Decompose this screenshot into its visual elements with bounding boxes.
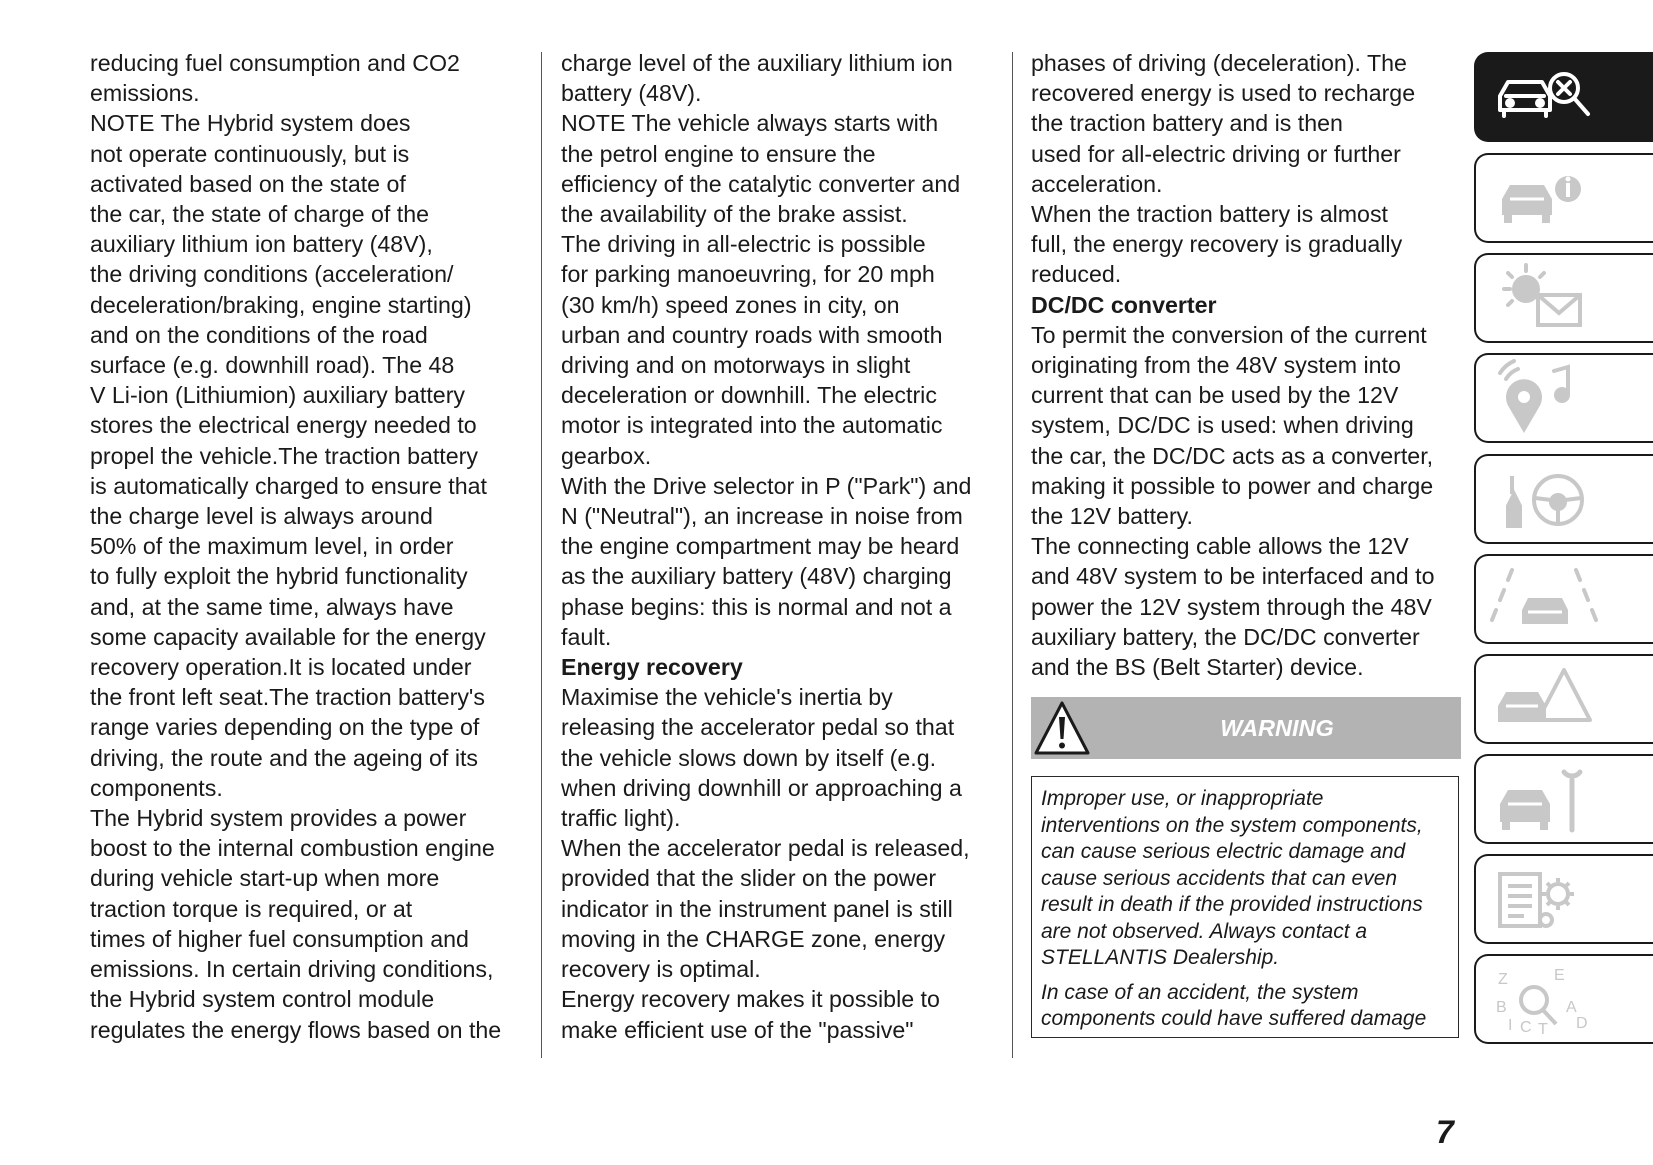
tab-index[interactable]	[1474, 954, 1653, 1044]
text-line: current that can be used by the 12V	[1031, 382, 1399, 409]
page-number: 7	[1436, 1114, 1454, 1150]
text-line: acceleration.	[1031, 170, 1163, 197]
text-line: regulates the energy flows based on the	[90, 1016, 502, 1043]
text-line: the car, the state of charge of the	[90, 201, 430, 228]
text-line: as the auxiliary battery (48V) charging	[561, 563, 952, 590]
warning-text-line: interventions on the system components,	[1041, 813, 1423, 837]
text-line: the petrol engine to ensure the	[561, 140, 876, 167]
text-line: efficiency of the catalytic converter and	[561, 170, 961, 197]
svg-text:A: A	[1566, 999, 1577, 1016]
car-maintenance-icon	[1488, 760, 1608, 840]
text-line: fault.	[561, 623, 612, 650]
svg-text:I: I	[1508, 1017, 1513, 1034]
text-column-1	[90, 48, 530, 1045]
text-line: reduced.	[1031, 261, 1122, 288]
text-line: the 12V battery.	[1031, 503, 1193, 530]
text-line: full, the energy recovery is gradually	[1031, 231, 1403, 258]
warning-lights-icon	[1488, 259, 1608, 339]
text-line: auxiliary lithium ion battery (48V),	[90, 231, 433, 258]
car-magnifier-icon	[1488, 58, 1608, 138]
text-line: The Hybrid system provides a power	[90, 805, 467, 832]
text-line: gearbox.	[561, 442, 652, 469]
text-line: stores the electrical energy needed to	[90, 412, 477, 439]
warning-text-line: cause serious accidents that can even	[1041, 866, 1398, 890]
text-line: urban and country roads with smooth	[561, 321, 943, 348]
text-line: the vehicle slows down by itself (e.g.	[561, 744, 937, 771]
text-line: recovered energy is used to recharge	[1031, 80, 1416, 107]
text-line: range varies depending on the type of	[90, 714, 480, 741]
text-line: When the accelerator pedal is released,	[561, 835, 970, 862]
section-heading: Energy recovery	[561, 654, 743, 681]
warning-text-line: In case of an accident, the system	[1041, 980, 1359, 1004]
text-column-3	[1031, 48, 1471, 682]
text-line: emissions. In certain driving conditions,	[90, 956, 494, 983]
svg-text:C: C	[1520, 1019, 1532, 1036]
text-column-2	[561, 48, 1001, 1045]
text-line: V Li-ion (Lithiumion) auxiliary battery	[90, 382, 466, 409]
tab-multimedia[interactable]	[1474, 353, 1653, 443]
text-line: and on the conditions of the road	[90, 321, 428, 348]
warning-text-line: Improper use, or inappropriate	[1041, 787, 1324, 810]
tab-car-knowledge[interactable]	[1474, 52, 1653, 142]
text-line: make efficient use of the "passive"	[561, 1016, 914, 1043]
text-line: power the 12V system through the 48V	[1031, 593, 1432, 620]
text-line: activated based on the state of	[90, 170, 406, 197]
text-line: deceleration or downhill. The electric	[561, 382, 937, 409]
text-line: Energy recovery makes it possible to	[561, 986, 940, 1013]
text-line: recovery is optimal.	[561, 956, 761, 983]
text-line: some capacity available for the energy	[90, 623, 486, 650]
text-line: (30 km/h) speed zones in city, on	[561, 291, 900, 318]
warning-header	[1031, 697, 1461, 759]
text-line: indicator in the instrument panel is still	[561, 895, 953, 922]
text-line: moving in the CHARGE zone, energy	[561, 925, 946, 952]
text-line: NOTE The vehicle always starts with	[561, 110, 939, 137]
warning-paragraph-2	[1041, 980, 1450, 1033]
text-line: and, at the same time, always have	[90, 593, 454, 620]
text-line: and 48V system to be interfaced and to	[1031, 563, 1435, 590]
text-line: The driving in all-electric is possible	[561, 231, 926, 258]
technical-specs-icon	[1488, 860, 1608, 940]
text-line: auxiliary battery, the DC/DC converter	[1031, 623, 1420, 650]
text-line: the charge level is always around	[90, 503, 433, 530]
text-line: the traction battery and is then	[1031, 110, 1343, 137]
warning-text-line: components could have suffered damage	[1041, 1007, 1427, 1030]
warning-triangle-icon	[1031, 697, 1093, 759]
warning-text-line: STELLANTIS Dealership.	[1041, 946, 1280, 969]
text-line: recovery operation.It is located under	[90, 654, 472, 681]
warning-text-line: can cause serious electric damage and	[1041, 840, 1406, 863]
column-divider	[541, 52, 542, 1058]
text-line: emissions.	[90, 80, 200, 107]
driving-assist-icon	[1488, 560, 1608, 640]
warning-text-box	[1031, 776, 1459, 1038]
text-line: driving, the route and the ageing of its	[90, 744, 479, 771]
tab-technical-data[interactable]	[1474, 854, 1653, 944]
text-line: not operate continuously, but is	[90, 140, 410, 167]
svg-text:T: T	[1538, 1021, 1548, 1038]
section-heading: DC/DC converter	[1031, 291, 1217, 318]
column-divider	[1012, 52, 1013, 1058]
text-line: 50% of the maximum level, in order	[90, 533, 454, 560]
text-line: when driving downhill or approaching a	[561, 774, 962, 801]
svg-text:B: B	[1496, 999, 1507, 1016]
svg-text:D: D	[1576, 1015, 1588, 1032]
text-line: propel the vehicle.The traction battery	[90, 442, 478, 469]
text-line: times of higher fuel consumption and	[90, 925, 469, 952]
text-line: components.	[90, 774, 223, 801]
tab-warning-lights[interactable]	[1474, 253, 1653, 343]
text-line: With the Drive selector in P ("Park") and	[561, 472, 972, 499]
text-line: To permit the conversion of the current	[1031, 321, 1427, 348]
text-line: to fully exploit the hybrid functionality	[90, 563, 468, 590]
text-line: for parking manoeuvring, for 20 mph	[561, 261, 935, 288]
warning-paragraph-1	[1041, 786, 1450, 972]
text-line: driving and on motorways in slight	[561, 352, 911, 379]
text-line: the car, the DC/DC acts as a converter,	[1031, 442, 1434, 469]
text-line: the Hybrid system control module	[90, 986, 435, 1013]
text-line: battery (48V).	[561, 80, 702, 107]
text-line: When the traction battery is almost	[1031, 201, 1388, 228]
text-line: the front left seat.The traction battery's	[90, 684, 485, 711]
text-line: the driving conditions (acceleration/	[90, 261, 454, 288]
text-line: Maximise the vehicle's inertia by	[561, 684, 893, 711]
text-line: used for all-electric driving or further	[1031, 140, 1401, 167]
text-line: releasing the accelerator pedal so that	[561, 714, 955, 741]
text-line: is automatically charged to ensure that	[90, 472, 487, 499]
text-line: provided that the slider on the power	[561, 865, 937, 892]
text-line: during vehicle start-up when more	[90, 865, 440, 892]
text-line: boost to the internal combustion engine	[90, 835, 495, 862]
text-line: the availability of the brake assist.	[561, 201, 908, 228]
text-line: system, DC/DC is used: when driving	[1031, 412, 1414, 439]
text-line: phase begins: this is normal and not a	[561, 593, 952, 620]
multimedia-icon	[1488, 359, 1608, 439]
text-line: the engine compartment may be heard	[561, 533, 960, 560]
text-line: reducing fuel consumption and CO2	[90, 50, 460, 76]
warning-title: WARNING	[1220, 715, 1334, 741]
text-line: NOTE The Hybrid system does	[90, 110, 411, 137]
text-line: phases of driving (deceleration). The	[1031, 50, 1407, 76]
tab-emergency[interactable]	[1474, 654, 1653, 744]
steering-wheel-icon	[1488, 460, 1608, 540]
tab-driving[interactable]	[1474, 554, 1653, 644]
text-line: and the BS (Belt Starter) device.	[1031, 654, 1364, 681]
text-line: N ("Neutral"), an increase in noise from	[561, 503, 963, 530]
text-line: deceleration/braking, engine starting)	[90, 291, 472, 318]
text-line: originating from the 48V system into	[1031, 352, 1401, 379]
text-line: traffic light).	[561, 805, 681, 832]
text-line: motor is integrated into the automatic	[561, 412, 943, 439]
warning-text-line: are not observed. Always contact a	[1041, 919, 1368, 943]
tab-safety[interactable]	[1474, 454, 1653, 544]
warning-text-line: result in death if the provided instructions	[1041, 893, 1423, 916]
car-info-icon	[1488, 159, 1608, 239]
tab-dashboard[interactable]	[1474, 153, 1653, 243]
text-line: traction torque is required, or at	[90, 895, 413, 922]
svg-text:Z: Z	[1498, 971, 1508, 988]
text-line: charge level of the auxiliary lithium ion	[561, 50, 953, 76]
index-icon	[1488, 960, 1608, 1040]
tab-maintenance[interactable]	[1474, 754, 1653, 844]
text-line: surface (e.g. downhill road). The 48	[90, 352, 455, 379]
emergency-icon	[1488, 660, 1608, 740]
text-line: making it possible to power and charge	[1031, 472, 1434, 499]
text-line: The connecting cable allows the 12V	[1031, 533, 1409, 560]
svg-text:E: E	[1554, 967, 1565, 984]
